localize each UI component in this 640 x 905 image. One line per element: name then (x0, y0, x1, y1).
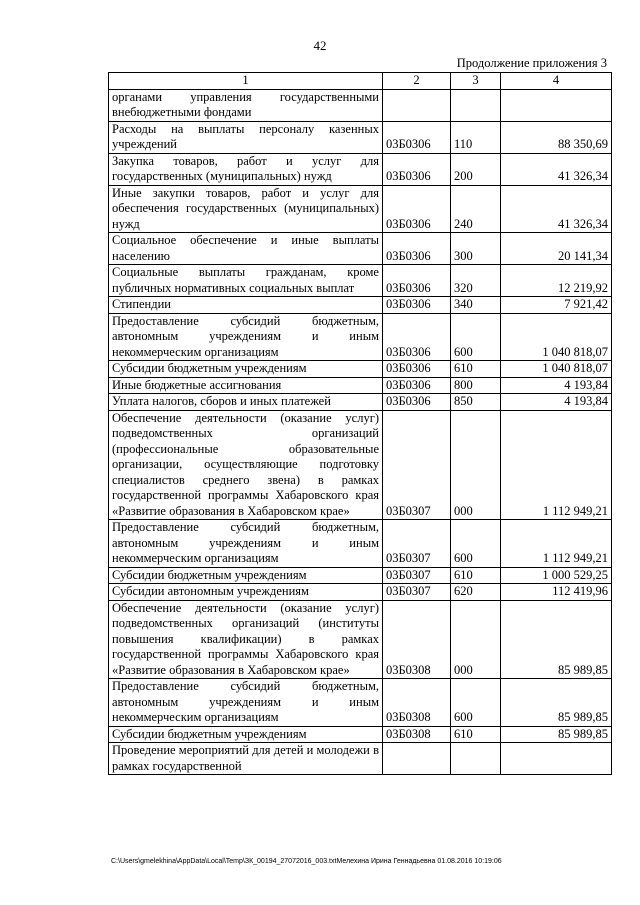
row-name-cell: Социальное обеспечение и иные выплаты населению (109, 233, 383, 265)
row-code-cell: 03Б0306 (383, 361, 451, 378)
table-header-row (109, 73, 612, 90)
row-name-cell: Обеспечение деятельности (оказание услуг) подведомственных организаций (институты повышения квалификации) в рамках государственной программы Хабаровского края «Развитие образования в Хабаровском крае» (109, 600, 383, 679)
row-expense-type-cell: 000 (451, 600, 501, 679)
row-expense-type-cell: 240 (451, 185, 501, 233)
row-code-cell: 03Б0308 (383, 600, 451, 679)
table-row (109, 520, 612, 568)
row-name-cell: Закупка товаров, работ и услуг для государственных (муниципальных) нужд (109, 153, 383, 185)
header-cell-sum: 4 (501, 73, 612, 90)
row-expense-type-cell: 600 (451, 679, 501, 727)
table-row (109, 297, 612, 314)
row-name-cell: Уплата налогов, сборов и иных платежей (109, 394, 383, 411)
table-row (109, 185, 612, 233)
row-name-cell: Социальные выплаты гражданам, кроме публичных нормативных социальных выплат (109, 265, 383, 297)
row-code-cell: 03Б0306 (383, 265, 451, 297)
row-sum-cell: 1 000 529,25 (501, 567, 612, 584)
row-sum-cell: 41 326,34 (501, 185, 612, 233)
table-row (109, 600, 612, 679)
row-name-cell: Предоставление субсидий бюджетным, автономным учреждениям и иным некоммерческим организациям (109, 520, 383, 568)
header-cell-expense-type: 3 (451, 73, 501, 90)
budget-table (108, 72, 612, 775)
table-body (109, 89, 612, 775)
row-sum-cell (501, 89, 612, 121)
row-code-cell: 03Б0307 (383, 584, 451, 601)
row-expense-type-cell: 610 (451, 567, 501, 584)
row-name-cell: Субсидии бюджетным учреждениям (109, 361, 383, 378)
row-expense-type-cell: 600 (451, 520, 501, 568)
row-sum-cell: 85 989,85 (501, 600, 612, 679)
row-name-cell: Субсидии автономным учреждениям (109, 584, 383, 601)
row-sum-cell: 85 989,85 (501, 726, 612, 743)
row-code-cell: 03Б0306 (383, 153, 451, 185)
row-expense-type-cell: 620 (451, 584, 501, 601)
table-row (109, 567, 612, 584)
page-number: 42 (313, 38, 327, 53)
row-code-cell (383, 89, 451, 121)
row-expense-type-cell: 610 (451, 726, 501, 743)
row-name-cell: Предоставление субсидий бюджетным, автономным учреждениям и иным некоммерческим организациям (109, 679, 383, 727)
row-expense-type-cell: 850 (451, 394, 501, 411)
row-code-cell: 03Б0307 (383, 520, 451, 568)
row-code-cell: 03Б0308 (383, 679, 451, 727)
row-expense-type-cell: 320 (451, 265, 501, 297)
continuation-label: Продолжение приложения 3 (456, 56, 607, 70)
row-code-cell: 03Б0306 (383, 394, 451, 411)
row-code-cell: 03Б0306 (383, 297, 451, 314)
row-sum-cell: 1 040 818,07 (501, 313, 612, 361)
row-expense-type-cell: 610 (451, 361, 501, 378)
row-code-cell: 03Б0307 (383, 567, 451, 584)
row-code-cell: 03Б0307 (383, 410, 451, 520)
row-name-cell: Стипендии (109, 297, 383, 314)
table-row (109, 121, 612, 153)
row-sum-cell: 1 112 949,21 (501, 410, 612, 520)
row-sum-cell: 112 419,96 (501, 584, 612, 601)
table-row (109, 233, 612, 265)
row-code-cell: 03Б0306 (383, 121, 451, 153)
row-expense-type-cell (451, 89, 501, 121)
row-code-cell (383, 743, 451, 775)
table-row (109, 89, 612, 121)
row-expense-type-cell (451, 743, 501, 775)
table-row (109, 153, 612, 185)
row-name-cell: Иные бюджетные ассигнования (109, 377, 383, 394)
row-name-cell: Предоставление субсидий бюджетным, автономным учреждениям и иным некоммерческим организациям (109, 313, 383, 361)
row-name-cell: Субсидии бюджетным учреждениям (109, 726, 383, 743)
row-code-cell: 03Б0308 (383, 726, 451, 743)
table-row (109, 313, 612, 361)
row-name-cell: Проведение мероприятий для детей и молодежи в рамках государственной (109, 743, 383, 775)
table-row (109, 584, 612, 601)
table-row (109, 743, 612, 775)
row-expense-type-cell: 800 (451, 377, 501, 394)
row-name-cell: органами управления государственными внебюджетными фондами (109, 89, 383, 121)
table-row (109, 361, 612, 378)
row-sum-cell: 88 350,69 (501, 121, 612, 153)
row-expense-type-cell: 600 (451, 313, 501, 361)
row-code-cell: 03Б0306 (383, 233, 451, 265)
row-sum-cell: 4 193,84 (501, 394, 612, 411)
row-sum-cell: 1 112 949,21 (501, 520, 612, 568)
row-sum-cell: 12 219,92 (501, 265, 612, 297)
row-expense-type-cell: 110 (451, 121, 501, 153)
row-sum-cell: 41 326,34 (501, 153, 612, 185)
row-sum-cell: 7 921,42 (501, 297, 612, 314)
row-expense-type-cell: 300 (451, 233, 501, 265)
row-sum-cell: 20 141,34 (501, 233, 612, 265)
row-expense-type-cell: 200 (451, 153, 501, 185)
table-row (109, 377, 612, 394)
footer-file-path: C:\Users\gmelekhina\AppData\Local\Temp\ЗК_00194_27072016_003.txtМелехина Ирина Геннадьевна 01.08.2016 10:19:06 (111, 858, 502, 865)
row-name-cell: Расходы на выплаты персоналу казенных учреждений (109, 121, 383, 153)
row-name-cell: Субсидии бюджетным учреждениям (109, 567, 383, 584)
row-code-cell: 03Б0306 (383, 377, 451, 394)
row-code-cell: 03Б0306 (383, 313, 451, 361)
header-cell-name: 1 (109, 73, 383, 90)
table-row (109, 410, 612, 520)
row-code-cell: 03Б0306 (383, 185, 451, 233)
row-expense-type-cell: 340 (451, 297, 501, 314)
header-cell-code: 2 (383, 73, 451, 90)
row-expense-type-cell: 000 (451, 410, 501, 520)
table-row (109, 265, 612, 297)
table-row (109, 679, 612, 727)
row-sum-cell: 85 989,85 (501, 679, 612, 727)
row-name-cell: Обеспечение деятельности (оказание услуг) подведомственных организаций (профессиональные образовательные организации, осуществляющие подготовку специалистов среднего звена) в рамках государственной программы Хабаровского края «Развитие образования в Хабаровском крае» (109, 410, 383, 520)
row-sum-cell: 1 040 818,07 (501, 361, 612, 378)
row-name-cell: Иные закупки товаров, работ и услуг для обеспечения государственных (муниципальных) нужд (109, 185, 383, 233)
table-row (109, 726, 612, 743)
row-sum-cell (501, 743, 612, 775)
row-sum-cell: 4 193,84 (501, 377, 612, 394)
table-row (109, 394, 612, 411)
